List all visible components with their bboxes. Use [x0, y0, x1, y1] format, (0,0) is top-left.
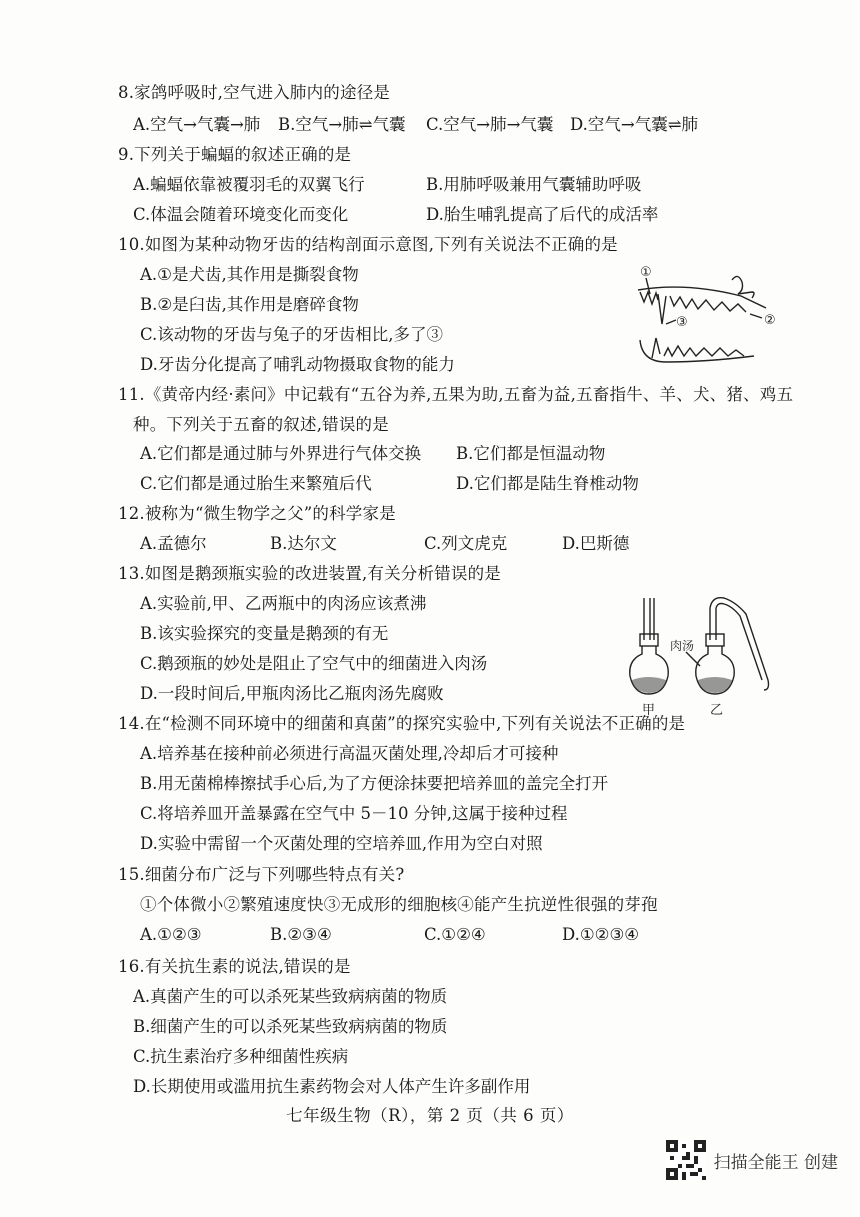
- teeth-label-2: ②: [764, 313, 776, 328]
- question-14-option-c: C.将培养皿开盖暴露在空气中 5－10 分钟,这属于接种过程: [140, 804, 568, 823]
- question-14-stem: 14.在“检测不同环境中的细菌和真菌”的探究实验中,下列有关说法不正确的是: [118, 714, 686, 733]
- question-10-option-c: C.该动物的牙齿与兔子的牙齿相比,多了③: [140, 325, 444, 344]
- question-11-stem-line-1: 11.《黄帝内经·素问》中记载有“五谷为养,五果为助,五畜为益,五畜指牛、羊、犬、猪、鸡五: [118, 385, 794, 404]
- question-11-option-d: D.它们都是陆生脊椎动物: [456, 474, 639, 493]
- question-9-option-b: B.用肺呼吸兼用气囊辅助呼吸: [426, 175, 642, 194]
- question-11-option-b: B.它们都是恒温动物: [456, 444, 606, 463]
- question-8-option-d: D.空气→气囊⇌肺: [570, 115, 699, 134]
- question-16-option-c: C.抗生素治疗多种细菌性疾病: [133, 1047, 349, 1066]
- swan-neck-flask-diagram: [624, 594, 784, 716]
- question-8-option-a: A.空气→气囊→肺: [133, 115, 261, 134]
- flask-broth-label: 肉汤: [670, 639, 695, 653]
- question-12-option-b: B.达尔文: [270, 534, 337, 553]
- question-11-option-a: A.它们都是通过肺与外界进行气体交换: [140, 444, 422, 463]
- question-11-stem-line-2: 种。下列关于五畜的叙述,错误的是: [133, 415, 389, 434]
- scanner-watermark: [666, 1140, 838, 1180]
- question-12-option-c: C.列文虎克: [424, 534, 508, 553]
- question-13-option-a: A.实验前,甲、乙两瓶中的肉汤应该煮沸: [140, 594, 427, 613]
- question-13-option-c: C.鹅颈瓶的妙处是阻止了空气中的细菌进入肉汤: [140, 654, 488, 673]
- question-8-option-b: B.空气→肺⇌气囊: [278, 115, 406, 134]
- question-15-option-c: C.①②④: [424, 925, 486, 944]
- question-13-stem: 13.如图是鹅颈瓶实验的改进装置,有关分析错误的是: [118, 564, 501, 583]
- question-8-option-c: C.空气→肺→气囊: [426, 115, 554, 134]
- teeth-label-1: ①: [640, 265, 652, 280]
- question-9-option-d: D.胎生哺乳提高了后代的成活率: [426, 205, 659, 224]
- question-15-conditions: ①个体微小②繁殖速度快③无成形的细胞核④能产生抗逆性很强的芽孢: [140, 895, 658, 914]
- question-13-option-b: B.该实验探究的变量是鹅颈的有无: [140, 624, 389, 643]
- teeth-diagram: [626, 262, 786, 370]
- question-9-option-a: A.蝙蝠依靠被覆羽毛的双翼飞行: [133, 175, 365, 194]
- question-16-stem: 16.有关抗生素的说法,错误的是: [118, 957, 351, 976]
- question-16-option-a: A.真菌产生的可以杀死某些致病病菌的物质: [133, 987, 448, 1006]
- page-footer: 七年级生物（R），第 2 页（共 6 页）: [286, 1106, 574, 1125]
- question-10-option-d: D.牙齿分化提高了哺乳动物摄取食物的能力: [140, 355, 455, 374]
- question-11-option-c: C.它们都是通过胎生来繁殖后代: [140, 474, 372, 493]
- question-14-option-d: D.实验中需留一个灭菌处理的空培养皿,作用为空白对照: [140, 834, 543, 853]
- flask-jia-label: 甲: [642, 703, 656, 716]
- question-10-option-b: B.②是臼齿,其作用是磨碎食物: [140, 295, 359, 314]
- question-9-option-c: C.体温会随着环境变化而变化: [133, 205, 349, 224]
- question-16-option-d: D.长期使用或滥用抗生素药物会对人体产生许多副作用: [133, 1077, 531, 1096]
- qr-code-icon: [666, 1140, 706, 1180]
- question-15-option-a: A.①②③: [140, 925, 202, 944]
- question-12-option-a: A.孟德尔: [140, 534, 207, 553]
- question-9-stem: 9.下列关于蝙蝠的叙述正确的是: [118, 145, 352, 164]
- watermark-text: 扫描全能王 创建: [713, 1152, 838, 1173]
- question-14-option-b: B.用无菌棉棒擦拭手心后,为了方便涂抹要把培养皿的盖完全打开: [140, 774, 609, 793]
- question-14-option-a: A.培养基在接种前必须进行高温灭菌处理,冷却后才可接种: [140, 744, 559, 763]
- question-15-option-d: D.①②③④: [562, 925, 640, 944]
- question-10-option-a: A.①是犬齿,其作用是撕裂食物: [140, 265, 359, 284]
- question-16-option-b: B.细菌产生的可以杀死某些致病病菌的物质: [133, 1017, 448, 1036]
- question-10-stem: 10.如图为某种动物牙齿的结构剖面示意图,下列有关说法不正确的是: [118, 235, 618, 254]
- question-12-option-d: D.巴斯德: [562, 534, 630, 553]
- flask-yi-label: 乙: [710, 703, 724, 716]
- question-15-stem: 15.细菌分布广泛与下列哪些特点有关?: [118, 865, 405, 884]
- teeth-label-3: ③: [676, 315, 688, 330]
- question-12-stem: 12.被称为“微生物学之父”的科学家是: [118, 504, 396, 523]
- question-13-option-d: D.一段时间后,甲瓶肉汤比乙瓶肉汤先腐败: [140, 684, 444, 703]
- question-15-option-b: B.②③④: [270, 925, 332, 944]
- question-8-stem: 8.家鸽呼吸时,空气进入肺内的途径是: [118, 83, 391, 102]
